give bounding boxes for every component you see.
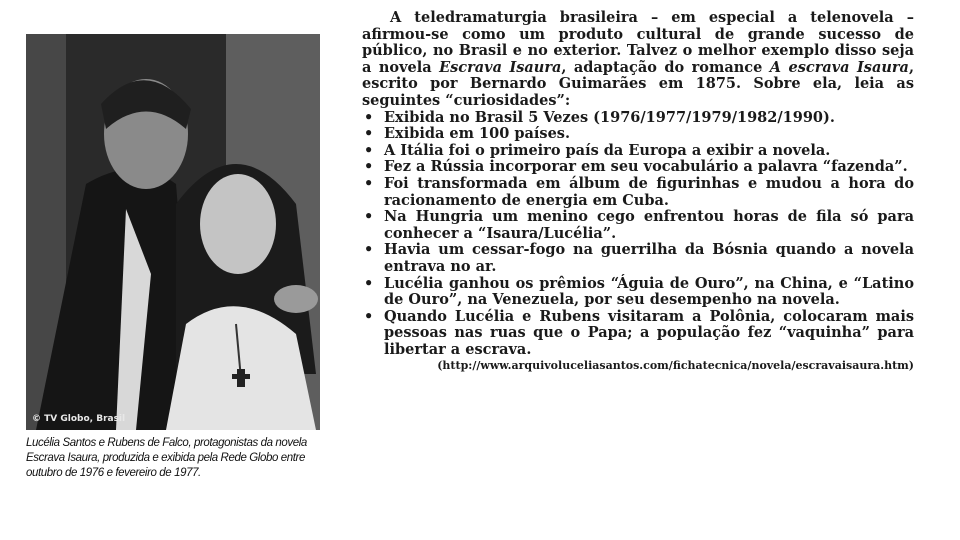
novela-photo — [26, 34, 320, 430]
curiosities-list — [362, 110, 914, 359]
fact-text: Quando Lucélia e Rubens visitaram a Polônia, colocaram mais pessoas nas ruas que o Papa; a população fez “vaquinha” para libertar a escrava. — [384, 307, 914, 358]
list-item — [362, 126, 914, 143]
fact-text: Fez a Rússia incorporar em seu vocabulário a palavra “fazenda”. — [384, 158, 908, 176]
intro-title-1: Escrava Isaura — [439, 58, 562, 76]
photo-illustration — [26, 34, 320, 430]
fact-text: Lucélia ganhou os prêmios “Águia de Ouro”, na China, e “Latino de Ouro”, na Venezuela, por seu desempenho na novela. — [384, 274, 914, 309]
bullet-icon: • — [364, 108, 374, 126]
fact-text: Foi transformada em álbum de figurinhas e mudou a hora do racionamento de energia em Cuba. — [384, 174, 914, 209]
intro-paragraph — [362, 10, 914, 110]
list-item — [362, 176, 914, 209]
bullet-icon: • — [364, 158, 374, 176]
article — [362, 10, 914, 373]
list-item — [362, 143, 914, 160]
bullet-icon: • — [364, 208, 374, 226]
fact-text: A Itália foi o primeiro país da Europa a exibir a novela. — [384, 141, 831, 159]
bullet-icon: • — [364, 125, 374, 143]
bullet-icon: • — [364, 274, 374, 292]
fact-text: Havia um cessar-fogo na guerrilha da Bósnia quando a novela entrava no ar. — [384, 241, 914, 275]
intro-text-2: , adaptação do romance — [561, 58, 770, 76]
fact-text: Exibida no Brasil 5 Vezes (1976/1977/1979/1982/1990). — [384, 108, 835, 126]
list-item — [362, 276, 914, 309]
bullet-icon: • — [364, 141, 374, 159]
fact-text: Exibida em 100 países. — [384, 125, 571, 143]
photo-caption: Lucélia Santos e Rubens de Falco, protagonistas da novela Escrava Isaura, produzida e exibida pela Rede Globo entre outubro de 1976 e fevereiro de 1977. — [26, 437, 307, 479]
list-item — [362, 159, 914, 176]
photo-credit: © TV Globo, Brasil — [32, 414, 126, 424]
list-item — [362, 242, 914, 275]
list-item — [362, 110, 914, 127]
intro-text-3: , escrito por Bernardo Guimarães em 1875. Sobre ela, leia as seguintes “curiosidades”: — [362, 58, 915, 109]
fact-text: Na Hungria um menino cego enfrentou horas de fila só para conhecer a “Isaura/Lucélia”. — [384, 208, 914, 242]
intro-title-2: A escrava Isaura — [769, 58, 909, 76]
bullet-icon: • — [364, 307, 374, 325]
intro-text-1: A teledramaturgia brasileira – em especial a telenovela – afirmou-se como um produto cultural de grande sucesso de público, no Brasil e no exterior. Talvez o melhor exemplo disso seja a novela — [362, 9, 914, 76]
list-item — [362, 209, 914, 242]
bullet-icon: • — [364, 241, 374, 259]
list-item — [362, 309, 914, 359]
bullet-icon: • — [364, 174, 374, 192]
source-link[interactable]: (http://www.arquivoluceliasantos.com/fichatecnica/novela/escravaisaura.htm) — [437, 359, 914, 373]
